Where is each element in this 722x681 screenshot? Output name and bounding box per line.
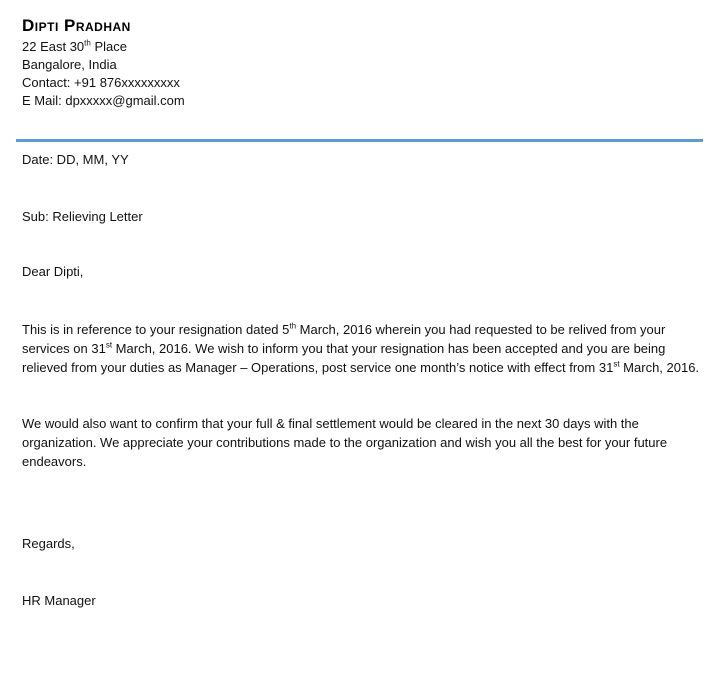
- paragraph-1-part-c: March, 2016. We wish to inform you that your resignation has been accepted and you are being relieved from your duties as Manager – Operations, post service one month’s notice with effect from 31: [22, 341, 666, 375]
- paragraph-1-ordinal-b: st: [105, 340, 113, 350]
- paragraph-1-part-b: March, 2016 wherein you had requested to be relived from your services on 31: [22, 322, 666, 356]
- letter-signature: HR Manager: [22, 593, 96, 608]
- letter-salutation: Dear Dipti,: [22, 264, 84, 279]
- header-divider: [16, 139, 703, 142]
- sender-address-suffix: Place: [90, 39, 127, 54]
- sender-address-ordinal: th: [84, 38, 91, 48]
- sender-contact: Contact: +91 876xxxxxxxxx: [22, 75, 180, 90]
- letter-closing: Regards,: [22, 536, 75, 551]
- sender-email: E Mail: dpxxxxx@gmail.com: [22, 93, 185, 108]
- letter-subject: Sub: Relieving Letter: [22, 209, 143, 224]
- paragraph-1-ordinal-a: th: [289, 321, 297, 331]
- paragraph-1-part-d: March, 2016.: [619, 360, 700, 375]
- paragraph-1-ordinal-c: st: [613, 359, 620, 369]
- sender-name: Dipti Pradhan: [22, 16, 131, 35]
- sender-block: [22, 14, 622, 110]
- paragraph-1-part-a: This is in reference to your resignation dated 5: [22, 322, 290, 337]
- sender-address: [22, 38, 622, 56]
- sender-address-text: 22 East 30: [22, 39, 85, 54]
- sender-city: Bangalore, India: [22, 57, 117, 72]
- letter-date: Date: DD, MM, YY: [22, 152, 129, 167]
- letter-paragraph-1: [22, 320, 712, 377]
- letter-paragraph-2: We would also want to confirm that your full & final settlement would be cleared in the next 30 days with the organization. We appreciate your contributions made to the organization and wish you all the best for your future endeavors.: [22, 416, 668, 469]
